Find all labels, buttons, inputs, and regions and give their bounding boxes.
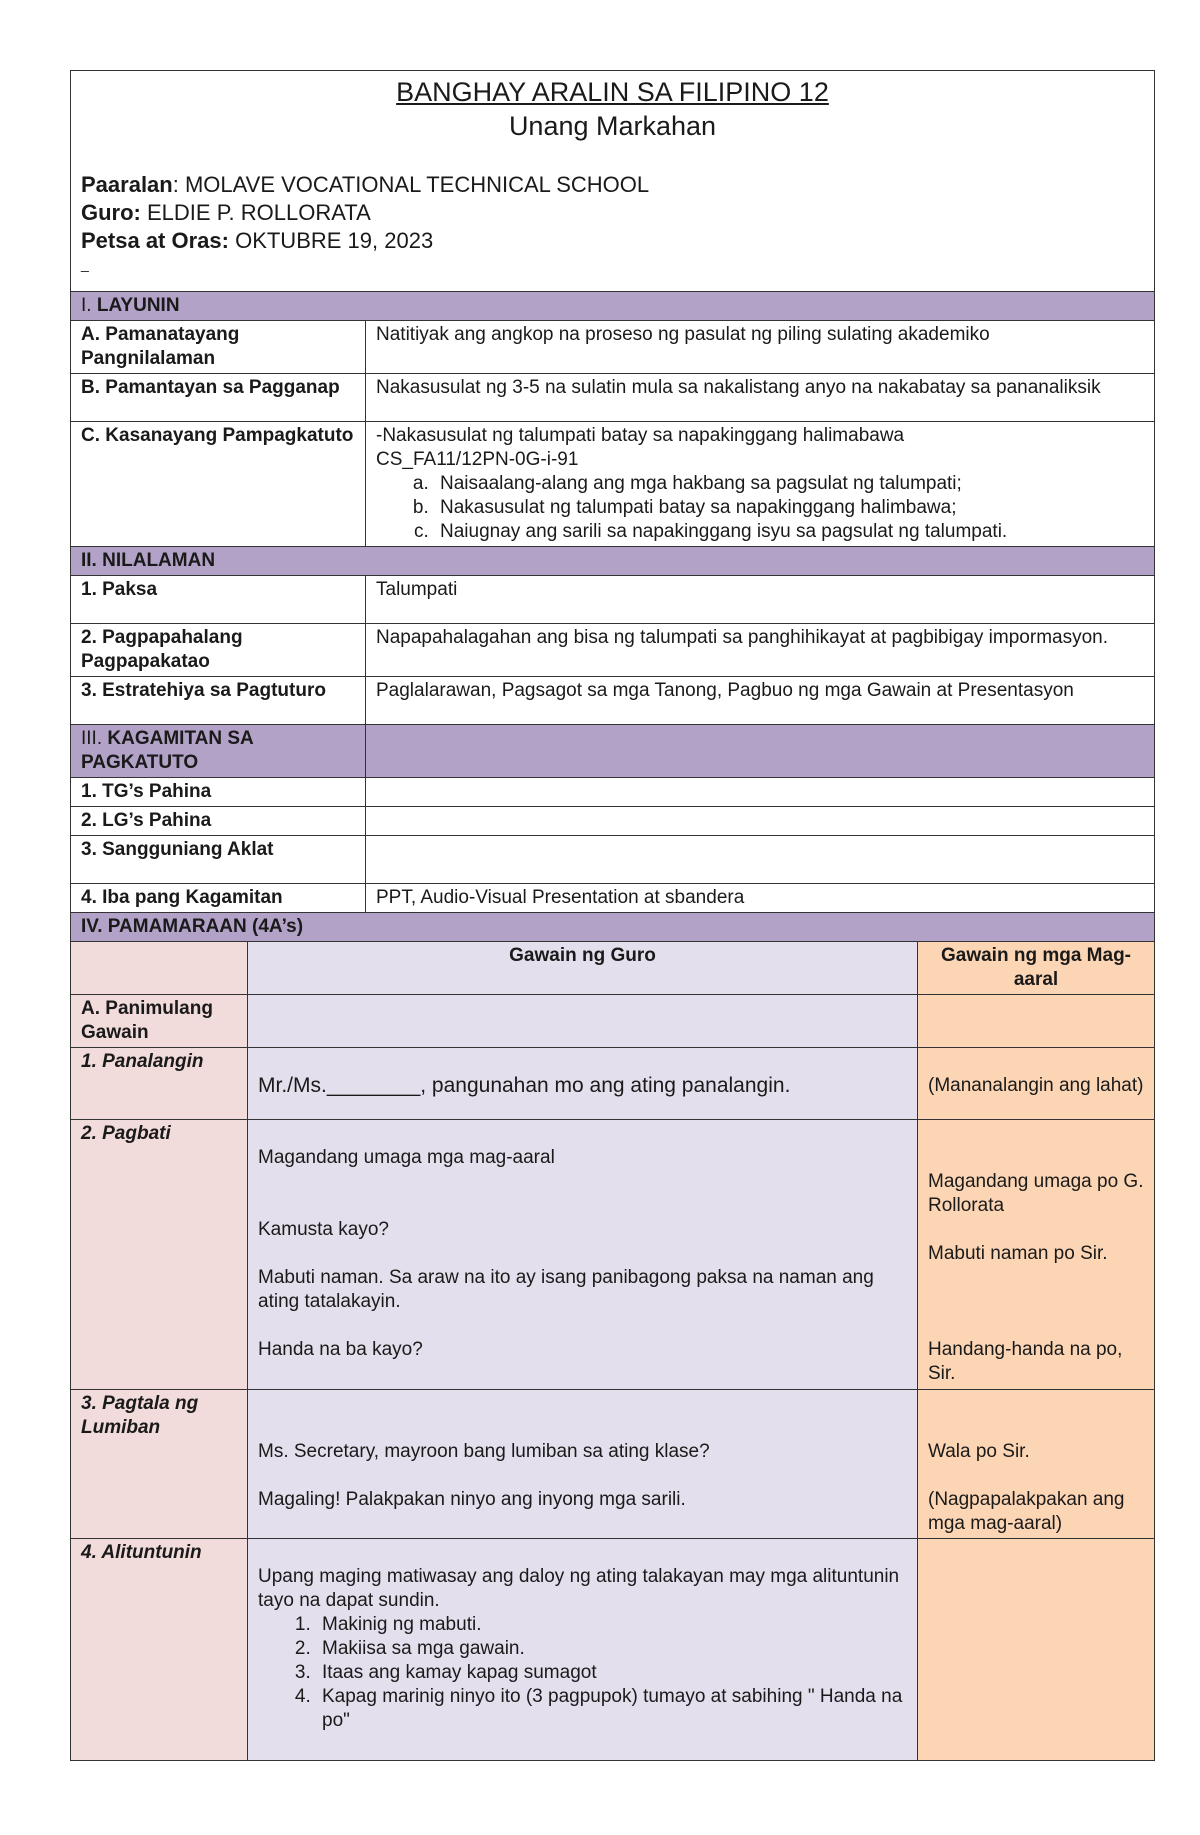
section-kagamitan-blank — [366, 725, 1155, 778]
procedure-header-row — [71, 942, 1155, 995]
row-value: Napapahalagahan ang bisa ng talumpati sa panghihikayat at pagbibigay impormasyon. — [366, 624, 1155, 677]
col-guro: Gawain ng Guro — [248, 942, 918, 995]
school-label: Paaralan — [81, 172, 173, 197]
row-label: 1. TG’s Pahina — [71, 778, 366, 807]
row-label: A. Pamanatayang Pangnilalaman — [71, 321, 366, 374]
row-value: Paglalarawan, Pagsagot sa mga Tanong, Pagbuo ng mga Gawain at Presentasyon — [366, 677, 1155, 725]
table-row — [71, 374, 1155, 422]
student-text: Handang-handa na po, Sir. — [928, 1339, 1123, 1384]
table-row — [71, 677, 1155, 725]
student-text: Magandang umaga po G. Rollorata — [928, 1171, 1144, 1216]
row-value — [366, 778, 1155, 807]
guro-text: Mr./Ms.________, pangunahan mo ang ating panalangin. — [258, 1074, 791, 1097]
guro-cell — [248, 995, 918, 1048]
section-pamamaraan: IV. PAMAMARAAN (4A’s) — [71, 913, 1155, 942]
table-row — [71, 1390, 1155, 1539]
header-underscore: _ — [81, 256, 89, 272]
guro-text: Kamusta kayo? — [258, 1219, 389, 1240]
list-item: 4. Kapag marinig ninyo ito (3 pagpupok) tumayo at sabihing " Handa na po" — [316, 1685, 907, 1733]
guro-cell — [248, 1390, 918, 1539]
table-row — [71, 836, 1155, 884]
table-row — [71, 1048, 1155, 1120]
table-row — [71, 576, 1155, 624]
rules-list — [258, 1613, 907, 1733]
row-label: 2. Pagpapahalang Pagpapakatao — [71, 624, 366, 677]
lesson-plan-table — [70, 70, 1155, 942]
col-mag-aaral: Gawain ng mga Mag-aaral — [918, 942, 1155, 995]
row-label: A. Panimulang Gawain — [71, 995, 248, 1048]
list-item: a. Naisaalang-alang ang mga hakbang sa pagsulat ng talumpati; — [434, 472, 1144, 496]
student-cell — [918, 1120, 1155, 1390]
list-item: c. Naiugnay ang sarili sa napakinggang isyu sa pagsulat ng talumpati. — [434, 520, 1144, 544]
student-cell — [918, 1539, 1155, 1761]
list-item: 2. Makiisa sa mga gawain. — [316, 1637, 907, 1661]
document-title: BANGHAY ARALIN SA FILIPINO 12 — [396, 77, 829, 107]
table-row — [71, 807, 1155, 836]
competency-list — [376, 472, 1144, 544]
table-row — [71, 321, 1155, 374]
row-value: PPT, Audio-Visual Presentation at sbandera — [366, 884, 1155, 913]
row-value: Natitiyak ang angkop na proseso ng pasulat ng piling sulating akademiko — [366, 321, 1155, 374]
procedure-table — [70, 941, 1155, 1761]
guro-cell — [248, 1048, 918, 1120]
student-text: Wala po Sir. — [928, 1441, 1030, 1462]
lesson-plan-document — [70, 70, 1154, 1761]
row-label: 1. Paksa — [71, 576, 366, 624]
table-row — [71, 1539, 1155, 1761]
school-line — [81, 171, 1144, 199]
row-label: 4. Iba pang Kagamitan — [71, 884, 366, 913]
list-item: b. Nakasusulat ng talumpati batay sa napakinggang halimbawa; — [434, 496, 1144, 520]
guro-text: Upang maging matiwasay ang daloy ng ating talakayan may mga alituntunin tayo na dapat sundin. — [258, 1566, 900, 1611]
student-text: (Mananalangin ang lahat) — [928, 1075, 1144, 1096]
teacher-value: ELDIE P. ROLLORATA — [140, 200, 371, 225]
competency-code: CS_FA11/12PN-0G-i-91 — [376, 449, 579, 470]
row-value: Nakasusulat ng 3-5 na sulatin mula sa nakalistang anyo na nakabatay sa pananaliksik — [366, 374, 1155, 422]
section-nilalaman: II. NILALAMAN — [71, 547, 1155, 576]
table-row — [71, 995, 1155, 1048]
kagamitan-heading: KAGAMITAN SA PAGKATUTO — [81, 728, 254, 773]
student-cell — [918, 995, 1155, 1048]
row-label: 3. Sangguniang Aklat — [71, 836, 366, 884]
list-item: 3. Itaas ang kamay kapag sumagot — [316, 1661, 907, 1685]
table-row — [71, 884, 1155, 913]
row-label: 1. Panalangin — [71, 1048, 248, 1120]
guro-text: Magandang umaga mga mag-aaral — [258, 1147, 555, 1168]
table-row — [71, 624, 1155, 677]
row-label: 2. Pagbati — [71, 1120, 248, 1390]
table-row — [71, 1120, 1155, 1390]
row-label: 3. Estratehiya sa Pagtuturo — [71, 677, 366, 725]
row-label: 4. Alituntunin — [71, 1539, 248, 1761]
student-text: Mabuti naman po Sir. — [928, 1243, 1108, 1264]
table-row — [71, 422, 1155, 547]
layunin-heading: LAYUNIN — [91, 295, 180, 316]
section-kagamitan — [71, 725, 366, 778]
list-item: 1. Makinig ng mabuti. — [316, 1613, 907, 1637]
kagamitan-num: III. — [81, 728, 103, 749]
section-layunin — [71, 292, 1155, 321]
date-value: OKTUBRE 19, 2023 — [228, 228, 434, 253]
date-label: Petsa at Oras: — [81, 228, 229, 253]
row-value — [366, 422, 1155, 547]
procedure-header-blank — [71, 942, 248, 995]
date-line — [81, 227, 1144, 255]
row-label: B. Pamantayan sa Pagganap — [71, 374, 366, 422]
row-value — [366, 836, 1155, 884]
guro-cell — [248, 1539, 918, 1761]
row-label: 3. Pagtala ng Lumiban — [71, 1390, 248, 1539]
row-label: C. Kasanayang Pampagkatuto — [71, 422, 366, 547]
teacher-line — [81, 199, 1144, 227]
student-cell — [918, 1048, 1155, 1120]
table-row — [71, 778, 1155, 807]
guro-text: Handa na ba kayo? — [258, 1339, 423, 1360]
school-value: : MOLAVE VOCATIONAL TECHNICAL SCHOOL — [172, 172, 650, 197]
document-header — [71, 71, 1155, 292]
row-value: Talumpati — [366, 576, 1155, 624]
teacher-label: Guro: — [81, 200, 141, 225]
guro-text: Mabuti naman. Sa araw na ito ay isang panibagong paksa na naman ang ating tatalakayin. — [258, 1267, 874, 1312]
student-text: (Nagpapalakpakan ang mga mag-aaral) — [928, 1489, 1125, 1534]
student-cell — [918, 1390, 1155, 1539]
competency-line: -Nakasusulat ng talumpati batay sa napakinggang halimabawa — [376, 425, 905, 446]
row-value — [366, 807, 1155, 836]
guro-text: Ms. Secretary, mayroon bang lumiban sa ating klase? — [258, 1441, 710, 1462]
guro-text: Magaling! Palakpakan ninyo ang inyong mga sarili. — [258, 1489, 686, 1510]
layunin-num: I. — [81, 295, 92, 316]
guro-cell — [248, 1120, 918, 1390]
row-label: 2. LG’s Pahina — [71, 807, 366, 836]
document-subtitle: Unang Markahan — [508, 111, 717, 141]
